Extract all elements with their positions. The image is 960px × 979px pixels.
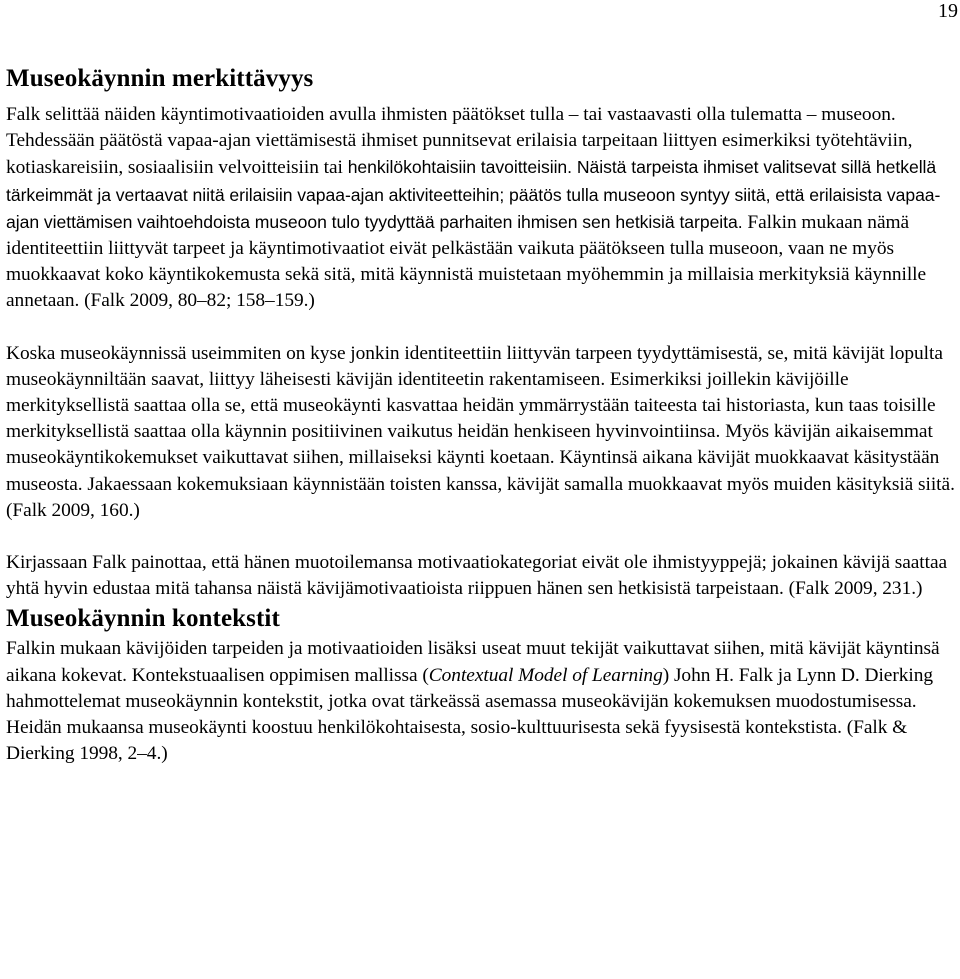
paragraph-text-sans-segment: henkilökohtaisiin tavoitteisiin. Näistä tarpeista ihmiset valitsevat sillä hetkellä tärkeimmät ja vertaavat niitä erilaisiin vapaa-ajan aktiviteetteihin; päätös tulla museoon syntyy siitä, että erilaisista vapaa-ajan viettämisen vaihtoehdoista museoon tulo tyydyttää parhaiten ihmisen sen hetkisiä tarpeita. [6, 157, 941, 232]
section-heading-contexts: Museokäynnin kontekstit [6, 605, 280, 633]
paragraph-text-before-italic: Falkin mukaan kävijöiden tarpeiden ja motivaatioiden lisäksi useat muut tekijät vaikuttavat siihen, mitä kävijät käyntinsä aikana kokevat. Kontekstuaalisen oppimisen mallissa ( [6, 638, 940, 686]
paragraph-categories: Kirjassaan Falk painottaa, että hänen muotoilemansa motivaatiokategoriat eivät ole ihmistyyppejä; jokainen kävijä saattaa yhtä hyvin edustaa mitä tahansa näistä kävijämotivaatioista riippuen hänen sen hetkisistä tarpeistaan. (Falk 2009, 231.) [6, 552, 948, 600]
section-heading-significance: Museokäynnin merkittävyys [6, 65, 314, 92]
document-body [6, 62, 956, 767]
paragraph-text-after-italic: ) John H. Falk ja Lynn D. Dierking hahmottelemat museokäynnin kontekstit, jotka ovat tärkeässä asemassa museokävijän kokemuksen muodostumisessa. Heidän mukaansa museokäynti koostuu henkilökohtaisesta, sosio-kulttuurisesta sekä fyysisestä kontekstista. (Falk & Dierking 1998, 2–4.) [6, 664, 934, 765]
paragraph-identity: Koska museokäynnissä useimmiten on kyse jonkin identiteettiin liittyvän tarpeen tyydyttämisestä, se, mitä kävijät lopulta museokäynniltään saavat, liittyy läheisesti kävijän identiteetin rakentamiseen. Esimerkiksi joillekin kävijöille merkityksellistä saattaa olla se, että museokäynti kasvattaa heidän ymmärrystään taiteesta tai historiasta, kun taas toisille merkityksellistä saattaa olla käynnin positiivinen vaikutus heidän henkiseen hyvinvointiinsa. Myös kävijän aikaisemmat museokäyntikokemukset vaikuttavat siihen, millaiseksi käynti koetaan. Käyntinsä aikana kävijät muokkaavat käsitystään museosta. Jakaessaan kokemuksiaan käynnistään toisten kanssa, kävijät samalla muokkaavat myös muiden käsityksiä siitä. (Falk 2009, 160.) [6, 342, 955, 521]
paragraph-motivation-decision [6, 102, 956, 315]
paragraph-contexts [6, 636, 956, 767]
model-title-italic: Contextual Model of Learning [428, 664, 663, 686]
page-number: 19 [938, 0, 958, 22]
paragraph-text-serif-start: Falk selittää näiden käyntimotivaatioiden avulla ihmisten päätökset tulla – tai vastaavasti olla tulematta – museoon. Tehdessään päätöstä vapaa-ajan viettämisestä ihmiset punnitsevat erilaisia tarpeitaan liittyen esimerkiksi työtehtäviin, kotiaskareisiin, sosiaalisiin velvoitteisiin tai [6, 104, 913, 179]
paragraph-text-serif-end: Falkin mukaan nämä identiteettiin liittyvät tarpeet ja käyntimotivaatiot eivät pelkästään vaikuta päätökseen tulla museoon, vaan ne myös muokkaavat koko käyntikokemusta sekä sitä, mitä käynnistä muistetaan myöhemmin ja millaisia merkityksiä käynnille annetaan. (Falk 2009, 80–82; 158–159.) [6, 211, 927, 312]
